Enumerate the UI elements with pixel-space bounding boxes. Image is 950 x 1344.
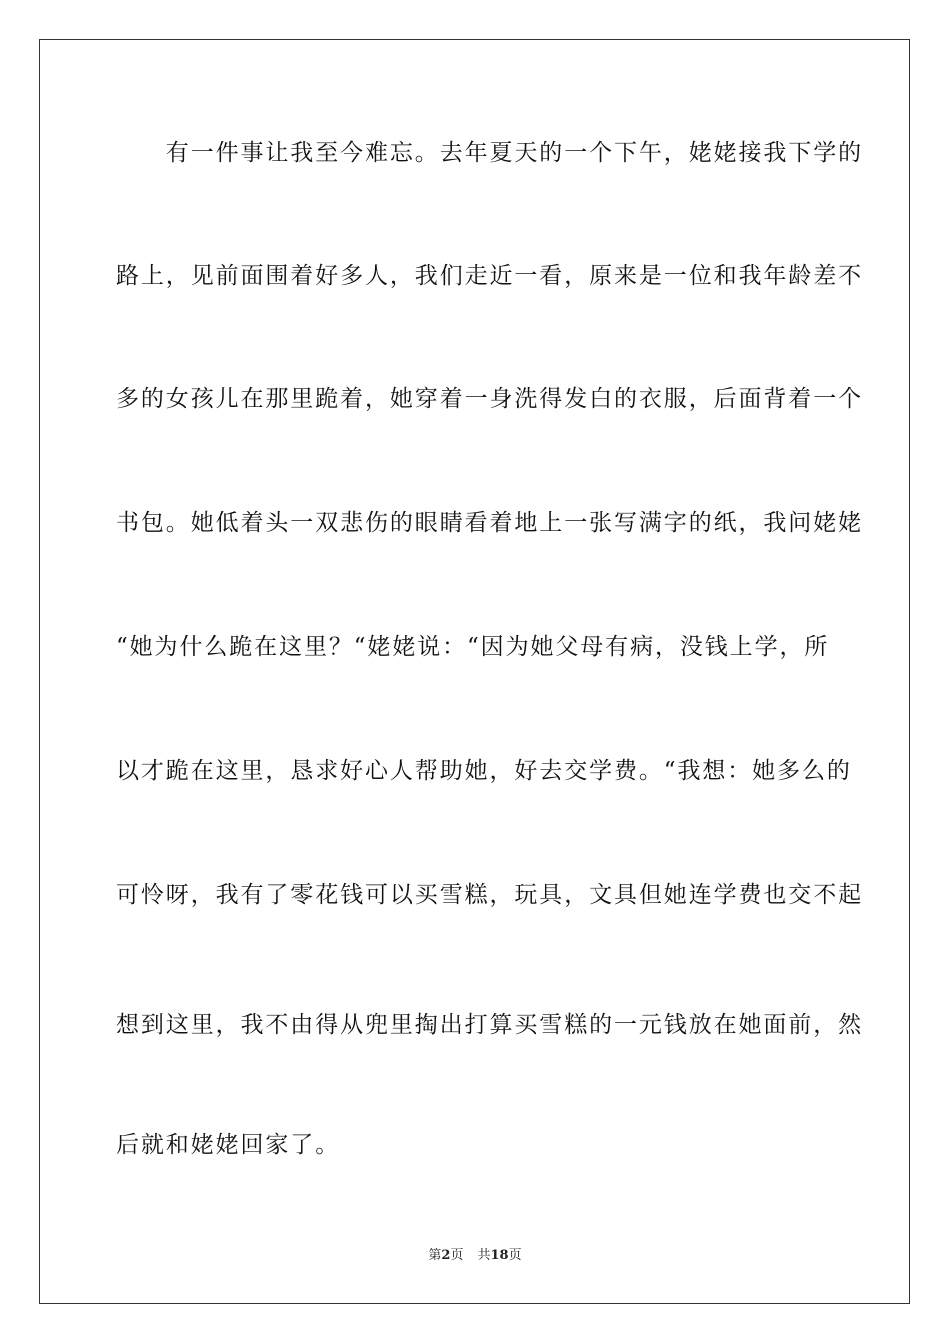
paragraph-line-6: 以才跪在这里，恳求好心人帮助她，好去交学费。“我想：她多么的 [116,758,852,784]
page-number-label [428,1248,463,1263]
page-border [39,39,910,1304]
total-prefix: 共 [477,1248,491,1263]
current-page-number: 2 [441,1248,451,1263]
page-footer [0,1247,950,1265]
total-pages-number: 18 [490,1248,509,1263]
paragraph-line-7: 可怜呀，我有了零花钱可以买雪糕，玩具，文具但她连学费也交不起 [116,882,863,908]
total-suffix: 页 [508,1248,522,1263]
paragraph-line-8: 想到这里，我不由得从兜里掏出打算买雪糕的一元钱放在她面前，然 [116,1012,863,1038]
page-total-label [477,1248,521,1263]
paragraph-line-1: 有一件事让我至今难忘。去年夏天的一个下午，姥姥接我下学的 [116,140,863,166]
paragraph-line-4: 书包。她低着头一双悲伤的眼睛看着地上一张写满字的纸，我问姥姥 [116,510,863,536]
paragraph-line-5: “她为什么跪在这里？“姥姥说：“因为她父母有病，没钱上学，所 [116,634,830,660]
page-suffix: 页 [450,1248,464,1263]
paragraph-line-3: 多的女孩儿在那里跪着，她穿着一身洗得发白的衣服，后面背着一个 [116,386,863,412]
paragraph-line-9: 后就和姥姥回家了。 [116,1132,341,1158]
paragraph-line-2: 路上，见前面围着好多人，我们走近一看，原来是一位和我年龄差不 [116,263,863,289]
page-prefix: 第 [428,1248,442,1263]
